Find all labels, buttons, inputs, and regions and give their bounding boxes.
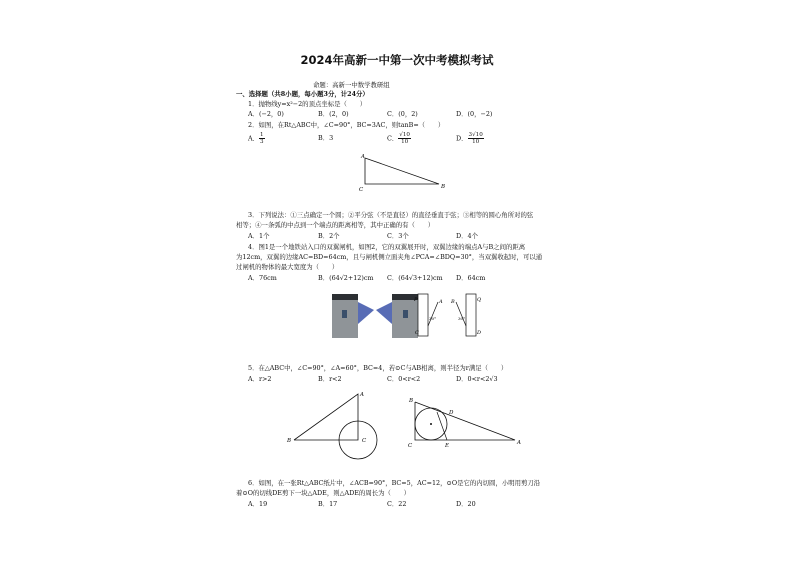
q6-line1: 6．如图，在一张Rt△ABC纸片中，∠ACB=90°，BC=5，AC=12，⊙O是它的内切圆，小明用剪刀沿 <box>248 479 541 487</box>
q5-option-c: C．0<r<2 <box>387 375 421 383</box>
q6-label-e: E <box>445 443 450 449</box>
q6-figure <box>405 394 535 452</box>
q2-option-a: A． $\frac{1}{3}$ <box>248 132 264 145</box>
q4-label-d: D <box>477 330 482 336</box>
q1-option-d: D．(0，−2) <box>456 110 493 118</box>
section-heading: 一、选择题（共8小题，每小题3分，计24分） <box>236 90 369 98</box>
q5-stem: 5．在△ABC中，∠C=90°，∠A=60°，BC=4，若⊙C与AB相离，则半径为r满足（ ） <box>248 364 508 372</box>
q5-label-b: B <box>287 438 292 444</box>
q4-option-c: C．(64√3+12)cm <box>387 274 443 282</box>
q5-option-d: D．0<r<2√3 <box>456 375 498 383</box>
q6-label-a: A <box>517 440 521 446</box>
q2-option-d: D． $\frac{3√10}{10}$ <box>456 132 483 145</box>
q3-line2: 相等；④一条弧的中点到一个端点的距离相等，其中正确的有（ ） <box>236 221 435 229</box>
q5-option-a: A．r>2 <box>248 375 272 383</box>
page-title: 2024年高新一中第一次中考模拟考试 <box>300 53 494 67</box>
q3-line1: 3．下列说法：①三点确定一个圆；②平分弦（不是直径）的直径垂直于弦；③相等的圆心角所对的弦 <box>248 211 534 219</box>
q4-label-c: C <box>415 330 419 336</box>
q1-option-a: A．(−2，0) <box>248 110 284 118</box>
q4-angle-right: 30° <box>458 316 466 321</box>
q4-label-b: B <box>451 299 455 305</box>
q4-gate-diagram <box>414 290 484 340</box>
q6-option-d: D．20 <box>456 500 476 508</box>
q2-label-b: B <box>441 184 446 190</box>
q3-option-b: B．2个 <box>318 232 340 240</box>
q6-label-b: B <box>409 398 414 404</box>
q3-option-a: A．1个 <box>248 232 270 240</box>
author-line: 命题：高新一中数学教研组 <box>313 81 390 89</box>
q6-option-a: A．19 <box>248 500 268 508</box>
q6-label-c: C <box>408 443 413 449</box>
q4-label-p: P <box>414 297 418 303</box>
q4-option-a: A．76cm <box>248 274 277 282</box>
q2-option-b: B．3 <box>318 134 334 142</box>
q4-line2: 为12cm，双翼的边缘AC=BD=64cm，且与闸机侧立面夹角∠PCA=∠BDQ=30°，当双翼收起时，可以通 <box>236 253 543 261</box>
q5-option-b: B．r<2 <box>318 375 342 383</box>
q5-label-a: A <box>360 392 364 398</box>
q4-line1: 4．图1是一个地铁站入口的双翼闸机，如图2，它的双翼展开时，双翼边缘的端点A与B之间的距离 <box>248 243 526 251</box>
q2-stem: 2．如图，在Rt△ABC中，∠C=90°，BC=3AC，则tanB=（ ） <box>248 121 445 129</box>
q3-option-d: D．4个 <box>456 232 478 240</box>
q6-label-d: D <box>449 410 454 416</box>
q3-option-c: C．3个 <box>387 232 409 240</box>
q2-triangle-figure <box>355 152 475 192</box>
q4-label-q: Q <box>477 297 482 303</box>
q1-option-b: B．(2，0) <box>318 110 349 118</box>
q2-label-a: A <box>361 154 365 160</box>
q4-option-d: D．64cm <box>456 274 486 282</box>
q6-option-b: B．17 <box>318 500 338 508</box>
q1-stem: 1．抛物线y=x²−2的顶点坐标是（ ） <box>248 100 367 108</box>
q4-option-b: B．(64√2+12)cm <box>318 274 374 282</box>
q5-label-c: C <box>362 438 367 444</box>
q5-figure <box>286 390 386 452</box>
q4-line3: 过闸机的物体的最大宽度为（ ） <box>236 263 339 271</box>
q1-option-c: C．(0，2) <box>387 110 418 118</box>
q6-line2: 着⊙O的切线DE剪下一块△ADE，则△ADE的周长为（ ） <box>236 489 411 497</box>
q4-angle-left: 30° <box>429 316 437 321</box>
q6-option-c: C．22 <box>387 500 407 508</box>
q4-label-a: A <box>439 299 443 305</box>
q2-label-c: C <box>359 187 364 193</box>
q2-option-c: C． $\frac{√10}{10}$ <box>387 132 410 145</box>
